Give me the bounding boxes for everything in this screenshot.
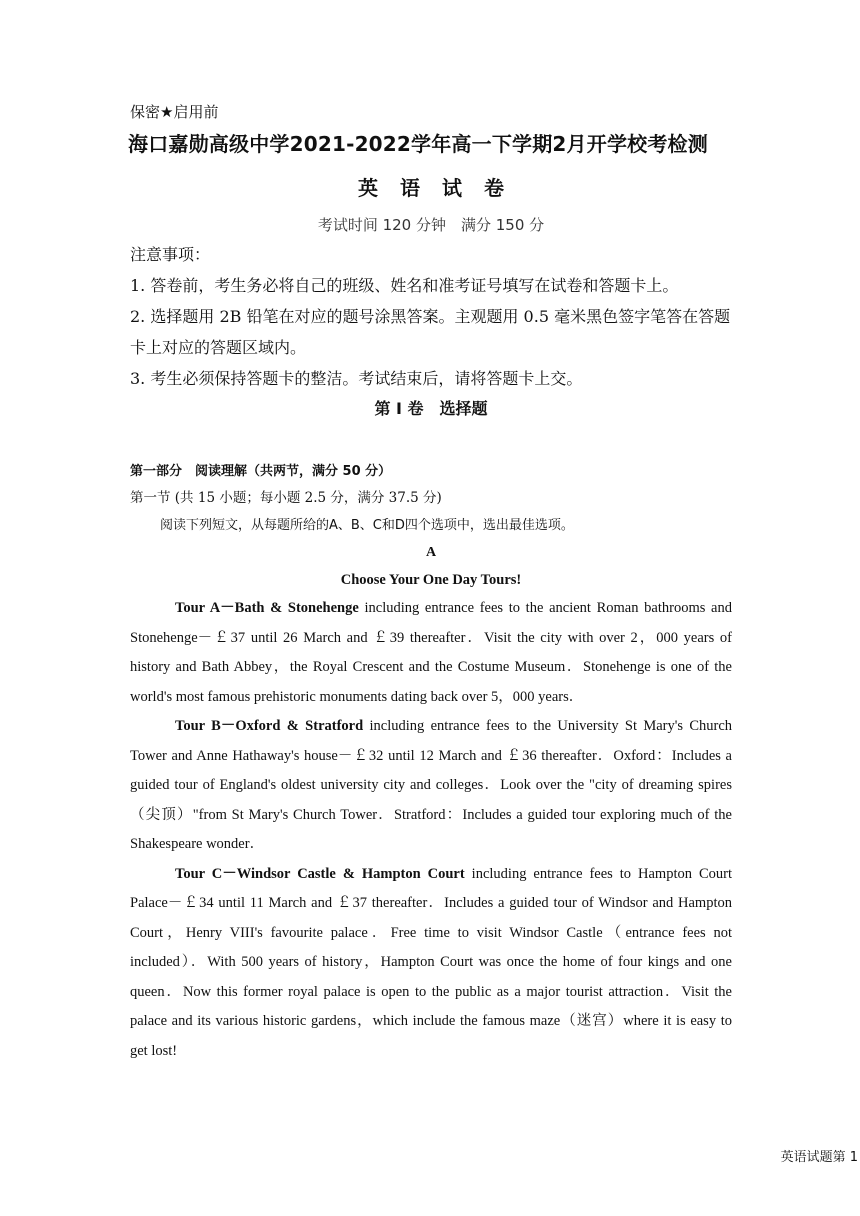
tour-c-heading: Tour C－Windsor Castle & Hampton Court — [175, 865, 465, 882]
tour-b-heading: Tour B－Oxford & Stratford — [175, 718, 364, 734]
passage-paragraph-tour-a — [130, 594, 732, 712]
subject-title: 英语试卷 — [358, 176, 526, 200]
exam-title: 海口嘉勋高级中学2021-2022学年高一下学期2月开学校考检测 — [128, 132, 708, 156]
tour-c-text: including entrance fees to Hampton Court Palace－￡34 until 11 March and ￡37 thereafter．Includes a guided tour of Windsor and Hampton Court，Henry VIII's favourite palace．Free time to visit Windsor Castle（entrance fees not included）．With 500 years of history，Hampton Court was once the home of four kings and one queen．Now this former royal palace is open to the public as a major tourist attraction．Visit the palace and its various historic gardens，which include the famous maze（迷宫）where it is easy to get lost! — [130, 865, 732, 1059]
notice-item-1: 1. 答卷前，考生务必将自己的班级、姓名和准考证号填写在试卷和答题卡上。 — [130, 276, 679, 295]
notice-item-3: 3. 考生必须保持答题卡的整洁。考试结束后，请将答题卡上交。 — [130, 369, 583, 388]
page-content — [130, 100, 732, 1066]
tour-b-text: including entrance fees to the University St Mary's Church Tower and Anne Hathaway's house－￡32 until 12 March and ￡36 thereafter．Oxford：Includes a guided tour of England's oldest university city and colleges．Look over the "city of dreaming spires（尖顶）"from St Mary's Church Tower．Stratford：Includes a guided tour exploring much of the Shakespeare wonder． — [130, 718, 732, 852]
passage-paragraph-tour-b — [130, 712, 732, 860]
passage-title: Choose Your One Day Tours! — [340, 572, 522, 588]
notice-heading: 注意事项： — [130, 245, 211, 264]
secret-mark: 保密★启用前 — [130, 103, 219, 121]
reading-instruction: 阅读下列短文，从每题所给的A、B、C和D四个选项中，选出最佳选项。 — [160, 518, 574, 533]
notice-item-2: 2. 选择题用 2B 铅笔在对应的题号涂黑答案。主观题用 0.5 毫米黑色签字笔答在答题卡上对应的答题区域内。 — [130, 307, 731, 357]
page-footer: 英语试题第 1 — [780, 1150, 858, 1165]
volume-title: 第 I 卷 选择题 — [374, 399, 488, 418]
tour-a-heading: Tour A－Bath & Stonehenge — [175, 600, 359, 616]
section-one-title: 第一节 (共 15 小题；每小题 2.5 分，满分 37.5 分) — [130, 490, 442, 506]
passage-paragraph-tour-c — [130, 860, 732, 1067]
tour-a-text: including entrance fees to the ancient Roman bathrooms and Stonehenge－￡37 until 26 March and ￡39 thereafter．Visit the city with over 2，000 years of history and Bath Abbey，the Royal Crescent and the Costume Museum．Stonehenge is one of the world's most famous prehistoric monuments dating back over 5，000 years． — [130, 600, 732, 705]
part-one-title: 第一部分 阅读理解（共两节，满分 50 分） — [130, 464, 392, 479]
passage-letter: A — [425, 545, 437, 560]
exam-info: 考试时间 120 分钟 满分 150 分 — [317, 216, 545, 234]
